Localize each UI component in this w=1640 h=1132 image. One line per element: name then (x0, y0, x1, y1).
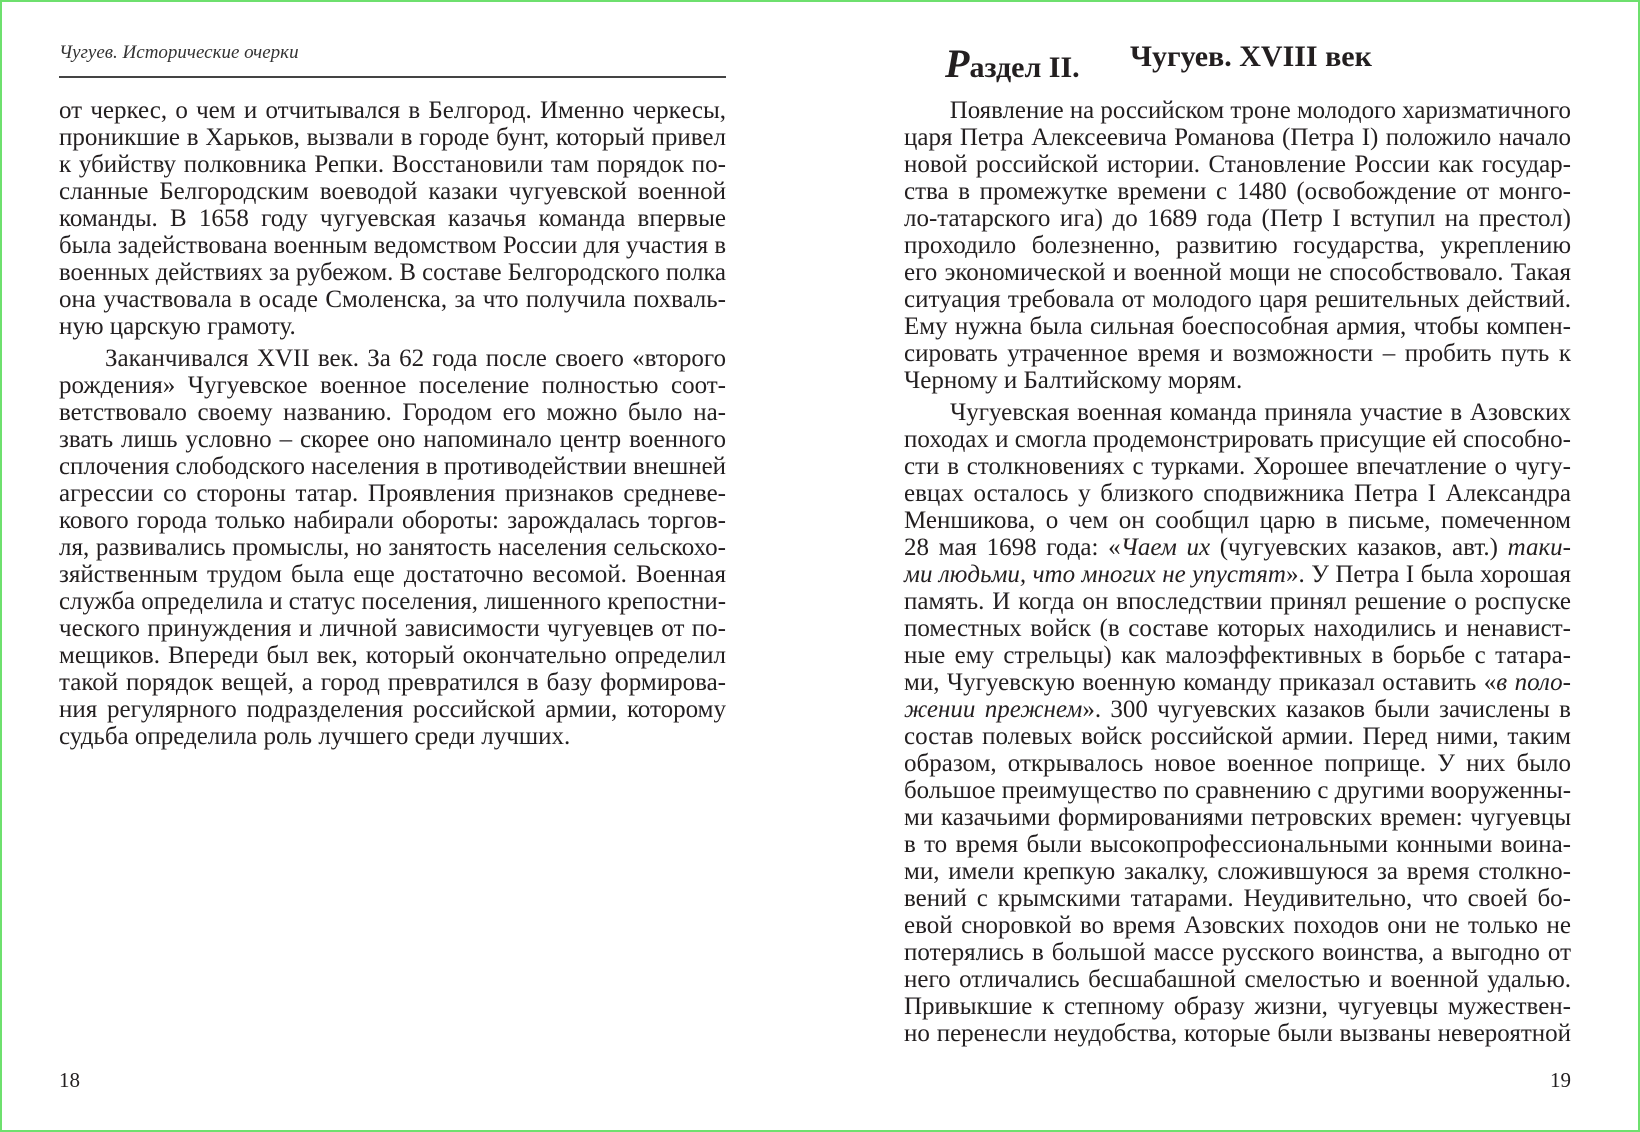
text-line-content (59, 259, 726, 286)
text-line-content (904, 642, 1571, 669)
text-line (59, 426, 726, 453)
text-line (904, 588, 1571, 615)
text-line (59, 97, 726, 124)
text-run: зяйственным трудом была еще достаточно весомой. Военная (59, 561, 726, 588)
text-line (59, 642, 726, 669)
text-run: образом, открывалось новое военное поприще. У них было (904, 750, 1571, 777)
text-run: вений с крымскими татарами. Неудивительно, что своей бо- (904, 885, 1571, 912)
text-line-content (59, 345, 726, 372)
text-line (904, 912, 1571, 939)
text-run: память. И когда он впоследствии принял решение о роспуске (904, 588, 1571, 615)
text-line (59, 259, 726, 286)
text-line (59, 178, 726, 205)
italic-quote-run: ми людьми, что многих не упустят (904, 561, 1286, 588)
text-run: проникшие в Харьков, вызвали в городе бунт, который привел (59, 124, 726, 151)
text-run: потерялись в большой массе русского воинства, а выгодно от (904, 939, 1571, 966)
text-run: ситуация требовала от молодого царя решительных действий. (904, 286, 1571, 313)
text-line-content (59, 696, 726, 723)
text-run: Появление на российском троне молодого харизматичного (949, 97, 1571, 124)
text-line-content (904, 966, 1571, 993)
text-line-content (904, 858, 1571, 885)
paragraph (904, 97, 1571, 394)
text-line (904, 777, 1571, 804)
text-run: от черкес, о чем и отчитывался в Белгород. Именно черкесы, (59, 97, 726, 124)
text-run: новой российской истории. Становление России как государ- (904, 151, 1571, 178)
text-line (904, 367, 1571, 394)
text-line (59, 151, 726, 178)
text-run: ло-татарского ига) до 1689 года (Петр I вступил на престол) (904, 205, 1571, 232)
section-label: аздел II. (969, 51, 1080, 84)
text-line-content (59, 480, 726, 507)
text-run: ми, имели крепкую закалку, сложившуюся за время столкно- (904, 858, 1571, 885)
text-line-content (59, 232, 726, 259)
text-run: поместных войск (в составе которых находились и ненавист- (904, 615, 1571, 642)
text-run: военных действиях за рубежом. В составе Белгородского полка (59, 259, 726, 286)
right-page-body (904, 97, 1571, 1052)
text-line (904, 507, 1571, 534)
text-line (59, 205, 726, 232)
page-number-right: 19 (1550, 1068, 1571, 1092)
text-line (904, 831, 1571, 858)
text-line-content (904, 507, 1571, 534)
text-run: служба определила и статус поселения, лишенного крепостни- (59, 588, 726, 615)
text-line (59, 480, 726, 507)
section-dropcap: Р (945, 41, 970, 86)
text-line-content (904, 588, 1571, 615)
text-line (904, 178, 1571, 205)
text-line-content (904, 205, 1571, 232)
paragraph (59, 97, 726, 340)
text-run: состав полевых войск российской армии. Перед ними, таким (904, 723, 1571, 750)
text-run: ства в промежутке времени с 1480 (освобождение от монго- (904, 178, 1571, 205)
text-line (904, 205, 1571, 232)
text-line (59, 507, 726, 534)
text-run: него отличались бесшабашной смелостью и военной удалью. (904, 966, 1571, 993)
text-line-content (59, 399, 726, 426)
text-line-content (59, 372, 726, 399)
italic-quote-run: Чаем их (1120, 534, 1211, 561)
text-line (904, 561, 1571, 588)
text-run: была задействована военным ведомством России для участия в (59, 232, 726, 259)
text-line-content (904, 561, 1571, 588)
paragraph (59, 345, 726, 750)
text-line (59, 124, 726, 151)
text-line-content (904, 399, 1571, 426)
text-line-content (59, 453, 726, 480)
text-line (59, 723, 726, 750)
text-run: Привыкшие к степному образу жизни, чугуевцы мужествен- (904, 993, 1571, 1020)
text-line (904, 286, 1571, 313)
text-line (59, 313, 726, 340)
text-line-content (904, 1020, 1571, 1047)
text-line-content (904, 480, 1571, 507)
running-head: Чугуев. Исторические очерки (59, 42, 299, 63)
text-line (904, 426, 1571, 453)
text-line (904, 615, 1571, 642)
text-line-content (904, 124, 1571, 151)
text-line (904, 858, 1571, 885)
text-run: (чугуевских казаков, авт.) (1210, 534, 1508, 561)
text-line (904, 151, 1571, 178)
text-run: Меншикова, о чем он сообщил царю в письме, помеченном (904, 507, 1571, 534)
text-run: проходило болезненно, развитию государства, укреплению (904, 232, 1571, 259)
text-line-content (59, 723, 570, 750)
text-line (904, 642, 1571, 669)
text-run: его экономической и военной мощи не способствовало. Такая (904, 259, 1571, 286)
text-run: 28 мая 1698 года: « (904, 534, 1121, 561)
text-line-content (59, 615, 726, 642)
italic-quote-run: таки- (1507, 534, 1572, 561)
text-line-content (59, 507, 726, 534)
text-line-content (904, 723, 1571, 750)
text-line (904, 885, 1571, 912)
text-run: ля, развивались промыслы, но занятость населения сельскохо- (59, 534, 726, 561)
text-line-content (59, 642, 726, 669)
text-line-content (904, 340, 1571, 367)
italic-quote-run: жении прежнем (904, 696, 1083, 723)
text-run: мещиков. Впереди был век, который окончательно определил (59, 642, 726, 669)
text-line-content (904, 885, 1571, 912)
text-line (904, 723, 1571, 750)
text-line-content (904, 750, 1571, 777)
text-line-content (59, 205, 726, 232)
text-line-content (904, 178, 1571, 205)
text-line (59, 286, 726, 313)
text-run: в то время были высокопрофессиональными конными воина- (904, 831, 1571, 858)
text-line (59, 615, 726, 642)
text-run: Ему нужна была сильная боеспособная армия, чтобы компен- (904, 313, 1571, 340)
text-line-content (904, 426, 1571, 453)
section-heading (945, 40, 1080, 87)
text-run: сплочения слободского населения в противодействии внешней (59, 453, 726, 480)
text-run: сировать утраченное время и возможности – пробить путь к (904, 340, 1571, 367)
text-line (904, 399, 1571, 426)
text-run: Черному и Балтийскому морям. (904, 367, 1243, 394)
text-line-content (59, 588, 726, 615)
text-run: судьба определила роль лучшего среди лучших. (59, 723, 571, 750)
text-run: такой порядок вещей, а город превратился в базу формирова- (59, 669, 726, 696)
text-run: походах и смогла продемонстрировать присущие ей способно- (904, 426, 1571, 453)
text-line-content (904, 669, 1571, 696)
text-line-content (904, 534, 1571, 561)
text-run: евой сноровкой во время Азовских походов они не только не (904, 912, 1571, 939)
text-run: Заканчивался XVII век. За 62 года после своего «второго (105, 345, 726, 372)
text-line (59, 372, 726, 399)
text-run: команды. В 1658 году чугуевская казачья команда впервые (59, 205, 726, 232)
text-line (59, 534, 726, 561)
text-line (59, 453, 726, 480)
text-line (59, 588, 726, 615)
text-run: звать лишь условно – скорее оно напоминало центр военного (59, 426, 726, 453)
text-line-content (59, 97, 726, 124)
text-line-content (59, 669, 726, 696)
text-line (904, 97, 1571, 124)
text-run: ческого принуждения и личной зависимости чугуевцев от по- (59, 615, 726, 642)
text-line-content (59, 426, 726, 453)
text-run: ные ему стрельцы) как малоэффективных в борьбе с татара- (904, 642, 1571, 669)
text-line-content (904, 777, 1571, 804)
paragraph (904, 399, 1571, 1047)
text-line (59, 399, 726, 426)
text-line (904, 453, 1571, 480)
text-run: евцах осталось у близкого сподвижника Петра I Александра (904, 480, 1571, 507)
text-run: ». У Петра I была хорошая (1286, 561, 1571, 588)
text-run: ния регулярного подразделения российской армии, которому (59, 696, 726, 723)
text-line-content (59, 124, 726, 151)
text-line-content (904, 259, 1571, 286)
text-line-content (59, 313, 296, 340)
text-line-content (59, 178, 726, 205)
text-line-content (904, 286, 1571, 313)
text-run: кового города только набирали обороты: зарождалась торгов- (59, 507, 726, 534)
text-line (59, 669, 726, 696)
text-run: но перенесли неудобства, которые были вызваны невероятной (904, 1020, 1571, 1047)
text-line-content (904, 453, 1571, 480)
text-line (904, 1020, 1571, 1047)
text-line (59, 232, 726, 259)
italic-quote-run: в поло- (1496, 669, 1572, 696)
text-line-content (904, 97, 1571, 124)
text-line-content (904, 831, 1571, 858)
text-run: ». 300 чугуевских казаков были зачислены в (1082, 696, 1571, 723)
text-line-content (904, 939, 1571, 966)
text-line (904, 750, 1571, 777)
text-run: царя Петра Алексеевича Романова (Петра I) положило начало (904, 124, 1571, 151)
text-line (904, 480, 1571, 507)
text-line-content (904, 696, 1571, 723)
text-run: к убийству полковника Репки. Восстановили там порядок по- (59, 151, 726, 178)
header-rule (59, 76, 726, 78)
text-line-content (59, 561, 726, 588)
text-line-content (904, 313, 1571, 340)
text-line (904, 259, 1571, 286)
text-line-content (904, 367, 1242, 394)
text-line (904, 993, 1571, 1020)
text-run: ми, Чугуевскую военную команду приказал оставить « (904, 669, 1497, 696)
left-page-body (59, 97, 726, 755)
text-line (904, 696, 1571, 723)
text-line-content (59, 151, 726, 178)
text-line (904, 340, 1571, 367)
text-line (904, 232, 1571, 259)
text-line-content (904, 993, 1571, 1020)
text-run: агрессии со стороны татар. Проявления признаков средневе- (59, 480, 726, 507)
text-run: рождения» Чугуевское военное поселение полностью соот- (59, 372, 726, 399)
text-run: ветствовало своему названию. Городом его можно было на- (59, 399, 726, 426)
text-line-content (904, 912, 1571, 939)
text-line (59, 561, 726, 588)
text-line (904, 669, 1571, 696)
page-number-left: 18 (59, 1068, 80, 1092)
text-run: Чугуевская военная команда приняла участие в Азовских (950, 399, 1571, 426)
text-run: большое преимущество по сравнению с другими вооруженны- (904, 777, 1571, 804)
text-line (904, 313, 1571, 340)
text-run: сланные Белгородским воеводой казаки чугуевской военной (59, 178, 726, 205)
text-line-content (904, 804, 1571, 831)
text-line-content (59, 534, 726, 561)
text-run: сти в столкновениях с турками. Хорошее впечатление о чугу- (904, 453, 1571, 480)
text-run: ную царскую грамоту. (59, 313, 296, 340)
chapter-title: Чугуев. XVIII век (1130, 40, 1372, 73)
text-line (59, 345, 726, 372)
text-line (59, 696, 726, 723)
text-line-content (904, 232, 1571, 259)
text-line (904, 804, 1571, 831)
text-run: она участвовала в осаде Смоленска, за что получила похваль- (59, 286, 726, 313)
text-line-content (904, 615, 1571, 642)
text-line-content (59, 286, 726, 313)
text-run: ми казачьими формированиями петровских времен: чугуевцы (904, 804, 1571, 831)
text-line-content (904, 151, 1571, 178)
text-line (904, 534, 1571, 561)
text-line (904, 939, 1571, 966)
text-line (904, 966, 1571, 993)
text-line (904, 124, 1571, 151)
